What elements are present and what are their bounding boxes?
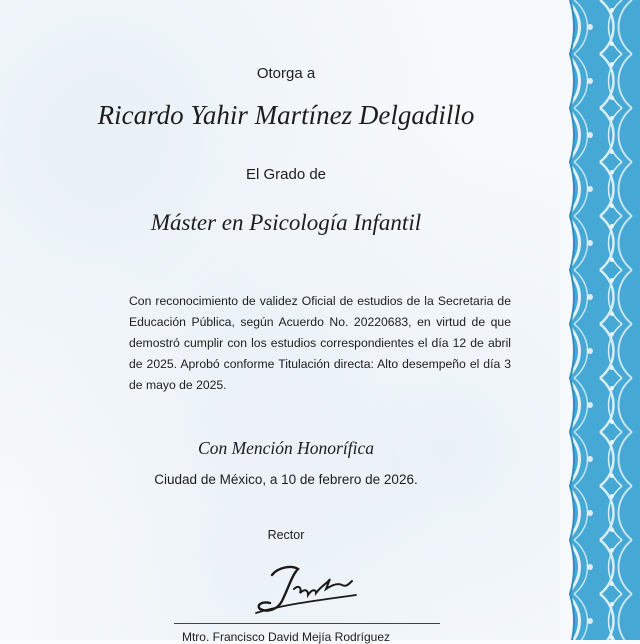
- grants-label: Otorga a: [256, 65, 316, 82]
- signer-title: Rector: [267, 528, 305, 542]
- honors-mention: Con Mención Honorífica: [198, 438, 374, 458]
- degree-name: Máster en Psicología Infantil: [150, 210, 422, 235]
- place-date: Ciudad de México, a 10 de febrero de 2026.: [154, 472, 418, 487]
- degree-label: El Grado de: [245, 166, 327, 183]
- recipient-name: Ricardo Yahir Martínez Delgadillo: [97, 100, 475, 130]
- border-pattern-icon: [560, 0, 640, 640]
- signature-icon: [252, 555, 362, 619]
- decorative-border: [560, 0, 640, 640]
- signer-name: Mtro. Francisco David Mejía Rodríguez: [181, 630, 391, 644]
- certificate-body: Con reconocimiento de validez Oficial de estudios de la Secretaria de Educación Pública, según Acuerdo No. 20220683, en virtud de que demostró cumplir con los estudios correspondientes el día 12 de abril de 2025. Aprobó conforme Titulación directa: Alto desempeño el día 3 de mayo de 2025.: [129, 294, 511, 392]
- signature-line: [174, 623, 440, 624]
